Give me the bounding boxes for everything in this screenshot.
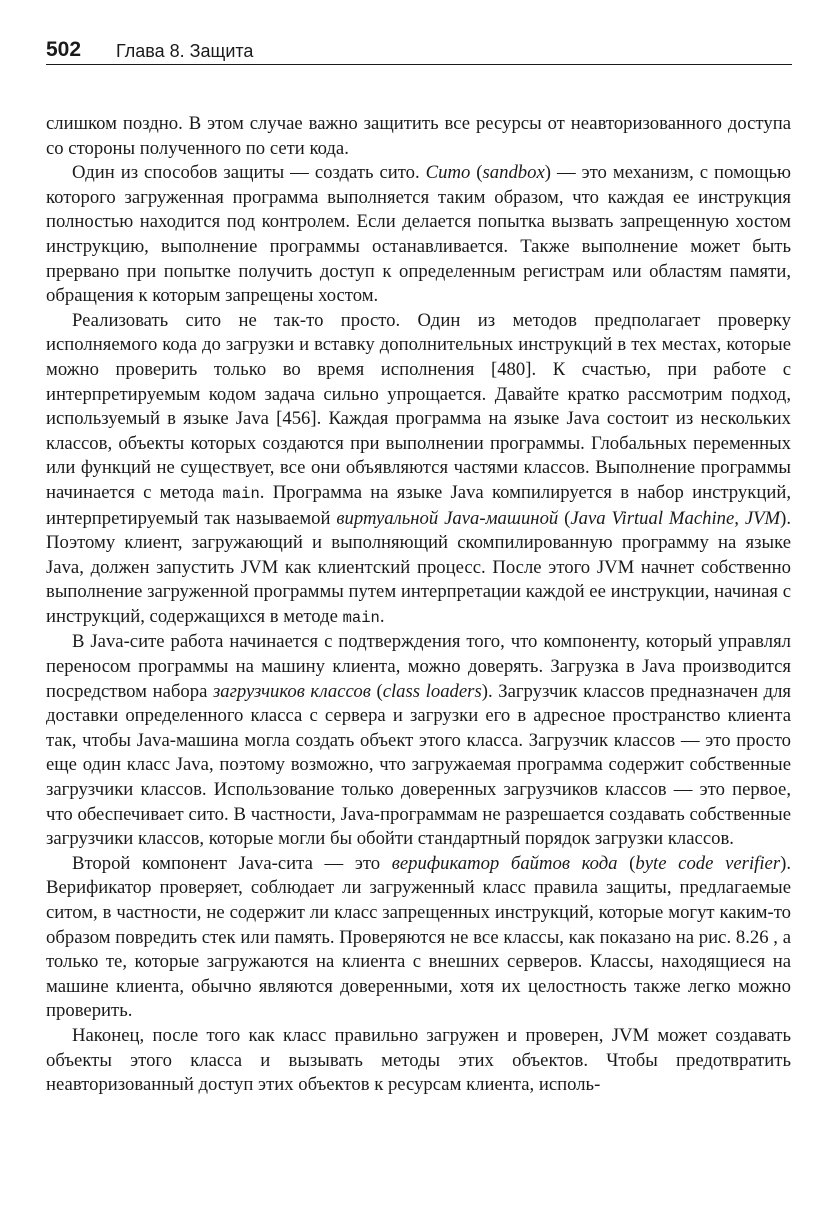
text-run: слишком поздно. В этом случае важно защитить все ресурсы от неавторизованного доступа со стороны полученного по сети кода. <box>46 113 791 159</box>
code-term: main <box>342 608 380 627</box>
text-run: ( <box>370 680 383 702</box>
text-run: Второй компонент Java-сита — это <box>72 852 392 874</box>
italic-term: Сито <box>425 162 471 184</box>
text-run: . Программа на языке Java компилируется в набор инструкций, интерпретируемый так называемой <box>46 481 791 529</box>
paragraph <box>46 630 791 851</box>
text-run: ). Загрузчик классов предназначен для доставки определенного класса с сервера и загрузки его в адресное пространство клиента так, чтобы Java-машина могла создать объект этого класса. Загрузчик классов — это просто еще один класс Java, поэтому возможно, что загружаемая программа содержит собственные загрузчики классов. Использование только доверенных загрузчиков классов — это первое, что обеспечивает сито. В частности, Java-программам не разрешается создавать собственные загрузчики классов, которые могли бы обойти стандартный порядок загрузки классов. <box>46 680 791 850</box>
body-text <box>46 112 791 1098</box>
paragraph <box>46 309 791 631</box>
paragraph <box>46 161 791 309</box>
paragraph <box>46 852 791 1024</box>
paragraph <box>46 1024 791 1098</box>
italic-term: class loaders <box>382 680 482 702</box>
text-run: ( <box>617 852 636 874</box>
text-run: ) — это механизм, с помощью которого загруженная программа выполняется таким образом, что каждая ее инструкция полностью находится под контролем. Если делается попытка вызвать запрещенную хостом инструкцию, выполнение программы останавливается. Также выполнение может быть прервано при попытке получить доступ к определенным регистрам или областям памяти, обращения к которым запрещены хостом. <box>46 162 791 307</box>
text-run: Один из способов защиты — создать сито. <box>72 162 426 184</box>
text-run: Наконец, после того как класс правильно загружен и проверен, JVM может создавать объекты этого класса и вызывать методы этих объектов. Чтобы предотвратить неавторизованный доступ этих объектов к ресурсам клиента, исполь- <box>46 1024 791 1096</box>
text-run: В Java-сите работа начинается с подтверждения того, что компоненту, который управлял переносом программы на машину клиента, можно доверять. Загрузка в Java производится посредством набора <box>46 631 791 702</box>
text-run: Реализовать сито не так-то просто. Один из методов предполагает проверку исполняемого кода до загрузки и вставку дополнительных инструкций в тех местах, которые можно проверить только во время исполнения [480]. К счастью, при работе с интерпретируемым кодом задача сильно упрощается. Давайте кратко рассмотрим подход, используемый в языке Java [456]. Каждая программа на языке Java состоит из нескольких классов, объекты которых создаются при выполнении программы. Глобальных переменных или функций не существует, все они объявляются частями классов. Выполнение программы начинается с метода <box>46 309 791 503</box>
chapter-title: Глава 8. Защита <box>116 41 254 61</box>
text-run: ). Верификатор проверяет, соблюдает ли загруженный класс правила защиты, предлагаемые ситом, в частности, не содержит ли класс запрещенных инструкций, которые могут каким-то образом повредить стек или память. Проверяются не все классы, как показано на рис. 8.26 , а только те, которые загружаются на клиента с внешних серверов. Классы, находящиеся на машине клиента, обычно являются доверенными, хотя их целостность также легко можно проверить. <box>46 852 792 1022</box>
paragraph <box>46 112 791 161</box>
italic-term: sandbox <box>482 162 545 184</box>
text-run: . <box>379 605 385 627</box>
italic-term: виртуальной Java-машиной <box>336 507 559 529</box>
text-run: ( <box>558 507 571 529</box>
running-header <box>46 38 792 65</box>
italic-term: верификатор байтов кода <box>391 852 618 874</box>
text-run: ). Поэтому клиент, загружающий и выполняющий скомпилированную программу на языке Java, должен запустить JVM как клиентский процесс. После этого JVM начнет собственно выполнение загруженной программы путем интерпретации каждой ее инструкции, начиная с инструкций, содержащихся в методе <box>46 507 791 627</box>
italic-term: загрузчиков классов <box>212 680 371 702</box>
italic-term: Java Virtual Machine, JVM <box>570 507 781 529</box>
text-run: ( <box>470 162 483 184</box>
page-number: 502 <box>46 38 82 61</box>
italic-term: byte code verifier <box>635 852 781 874</box>
code-term: main <box>222 484 260 503</box>
